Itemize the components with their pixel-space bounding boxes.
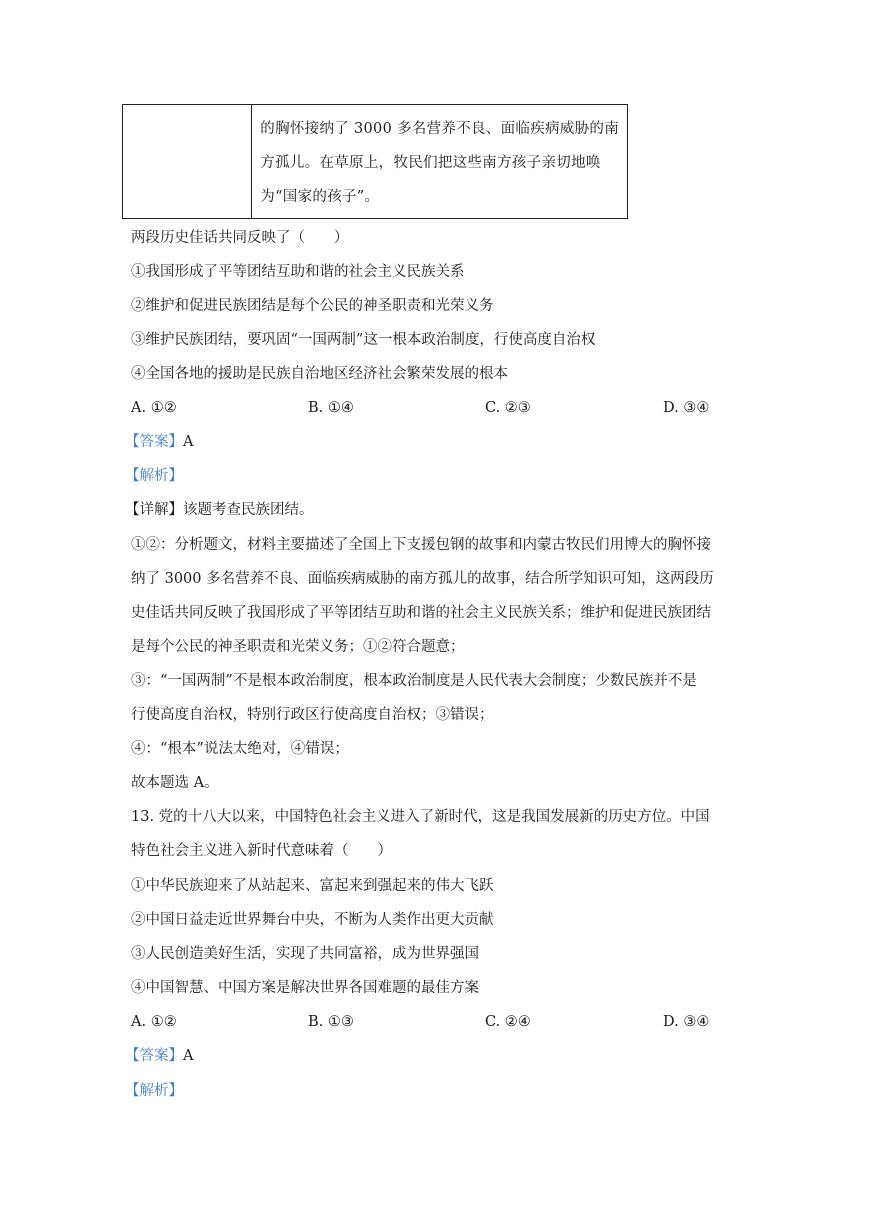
q12-explanation-line: 纳了 3000 多名营养不良、面临疾病威胁的南方孤儿的故事，结合所学知识可知，这两段历 [131, 571, 714, 587]
q12-detail [125, 500, 314, 520]
table-text-line: 为“国家的孩子”。 [260, 189, 380, 205]
q12-stem: 两段历史佳话共同反映了（ ） [131, 230, 349, 246]
q12-explanation-line: ①②：分析题文，材料主要描述了全国上下支援包钢的故事和内蒙古牧民们用博大的胸怀接 [131, 537, 711, 553]
q12-options [131, 398, 751, 418]
q13-option-c: C. ②④ [485, 1014, 531, 1030]
q13-option-b: B. ①③ [308, 1014, 354, 1030]
detail-tag: 【详解】 [125, 502, 183, 518]
table-text-line: 方孤儿。在草原上，牧民们把这些南方孩子亲切地唤 [260, 155, 601, 171]
q13-stem-line: 13. 党的十八大以来，中国特色社会主义进入了新时代，这是我国发展新的历史方位。中国 [131, 809, 710, 825]
q13-option-a: A. ①② [131, 1014, 177, 1030]
answer-tag: 【答案】 [125, 1048, 183, 1064]
q12-explanation-line: 是每个公民的神圣职责和光荣义务；①②符合题意； [131, 639, 465, 655]
q13-stem-line: 特色社会主义进入新时代意味着（ ） [131, 843, 392, 859]
q13-answer [125, 1046, 193, 1066]
detail-text: 该题考查民族团结。 [183, 502, 314, 518]
q12-statement-4: ④全国各地的援助是民族自治地区经济社会繁荣发展的根本 [131, 366, 508, 382]
analysis-tag: 【解析】 [125, 468, 183, 484]
q12-explanation-line: 故本题选 A。 [131, 775, 219, 791]
q12-explanation-line: ③：“一国两制”不是根本政治制度，根本政治制度是人民代表大会制度；少数民族并不是 [131, 673, 697, 689]
table-text-line: 的胸怀接纳了 3000 多名营养不良、面临疾病威胁的南 [260, 121, 619, 137]
q12-explanation-line: ④：“根本”说法太绝对，④错误； [131, 741, 349, 757]
q13-analysis-tag [125, 1081, 183, 1101]
q12-statement-1: ①我国形成了平等团结互助和谐的社会主义民族关系 [131, 264, 465, 280]
answer-tag: 【答案】 [125, 434, 183, 450]
material-table [122, 104, 628, 219]
q13-options [131, 1012, 751, 1032]
q12-option-a: A. ①② [131, 400, 177, 416]
q13-statement-4: ④中国智慧、中国方案是解决世界各国难题的最佳方案 [131, 980, 479, 996]
answer-value: A [183, 1048, 194, 1064]
answer-value: A [183, 434, 194, 450]
q13-statement-1: ①中华民族迎来了从站起来、富起来到强起来的伟大飞跃 [131, 878, 494, 894]
q12-statement-2: ②维护和促进民族团结是每个公民的神圣职责和光荣义务 [131, 298, 494, 314]
table-cell-empty [123, 105, 252, 218]
q13-statement-2: ②中国日益走近世界舞台中央，不断为人类作出更大贡献 [131, 912, 494, 928]
q12-option-c: C. ②③ [485, 400, 531, 416]
q12-option-d: D. ③④ [663, 400, 710, 416]
q12-explanation-line: 史佳话共同反映了我国形成了平等团结互助和谐的社会主义民族关系；维护和促进民族团结 [131, 605, 711, 621]
q12-statement-3: ③维护民族团结，要巩固“一国两制”这一根本政治制度，行使高度自治权 [131, 332, 596, 348]
q12-analysis-tag [125, 466, 183, 486]
table-cell-text [252, 105, 627, 218]
q12-option-b: B. ①④ [308, 400, 354, 416]
analysis-tag: 【解析】 [125, 1083, 183, 1099]
q13-statement-3: ③人民创造美好生活，实现了共同富裕，成为世界强国 [131, 946, 479, 962]
q12-explanation-line: 行使高度自治权，特别行政区行使高度自治权；③错误； [131, 707, 494, 723]
q13-option-d: D. ③④ [663, 1014, 710, 1030]
q12-answer [125, 432, 193, 452]
